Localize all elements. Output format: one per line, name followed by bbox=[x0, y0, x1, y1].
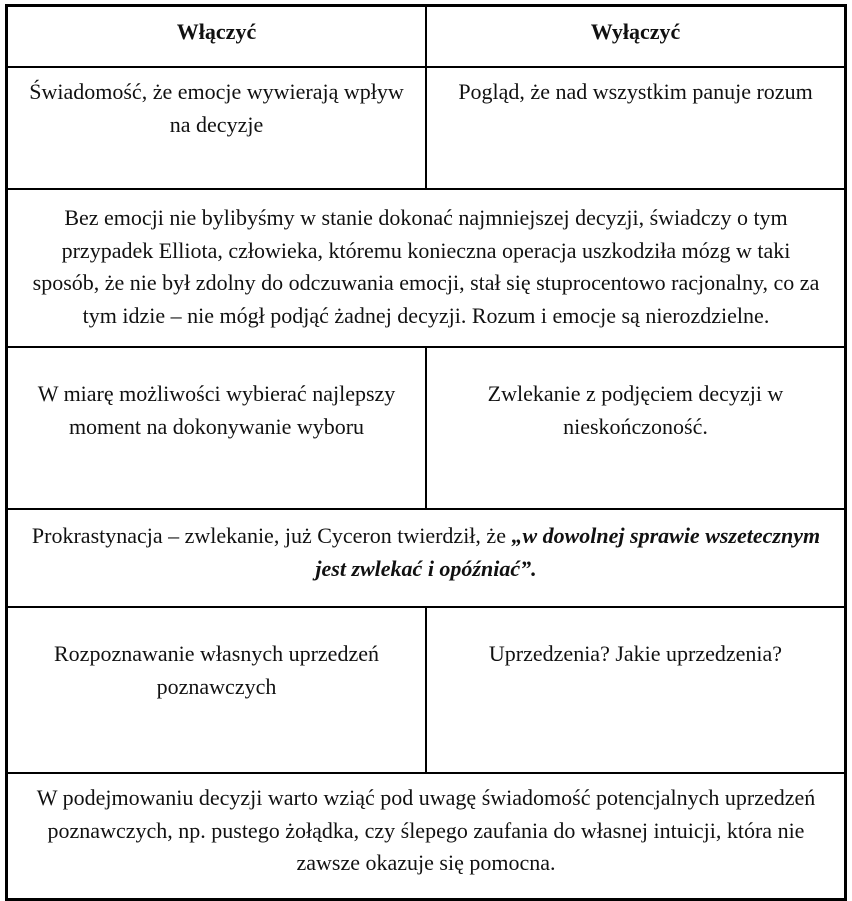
cell-biases-note: W podejmowaniu decyzji warto wziąć pod uwagę świadomość potencjalnych uprzedzeń poznawczych, np. pustego żołądka, czy ślepego zaufania do własnej intuicji, która nie zawsze okazuje się pomocna. bbox=[7, 773, 846, 900]
cell-elliot-note: Bez emocji nie bylibyśmy w stanie dokonać najmniejszej decyzji, świadczy o tym przypadek Elliota, człowieka, któremu konieczna operacja uszkodziła mózg w taki sposób, że nie był zdolny do odczuwania emocji, stał się stuprocentowo racjonalny, co za tym idzie – nie mógł podjąć żadnej decyzji. Rozum i emocje są nierozdzielne. bbox=[7, 189, 846, 347]
table-row-elliot-note bbox=[7, 189, 846, 347]
cell-biases-on: Rozpoznawanie własnych uprzedzeń poznawczych bbox=[7, 607, 427, 773]
procrastination-note-quote: „w dowolnej sprawie wszetecznym jest zwlekać i opóźniać”. bbox=[315, 523, 821, 581]
cell-emotions-on: Świadomość, że emocje wywierają wpływ na decyzje bbox=[7, 67, 427, 189]
cell-biases-off: Uprzedzenia? Jakie uprzedzenia? bbox=[426, 607, 846, 773]
table-header-row bbox=[7, 6, 846, 68]
header-cell-wylaczyc: Wyłączyć bbox=[426, 6, 846, 68]
table-row-emotions bbox=[7, 67, 846, 189]
procrastination-note-text: Prokrastynacja – zwlekanie, już Cyceron twierdził, że bbox=[31, 523, 512, 548]
table-row-biases bbox=[7, 607, 846, 773]
table-row-biases-note bbox=[7, 773, 846, 900]
cell-procrastination-note bbox=[7, 509, 846, 607]
cell-emotions-off: Pogląd, że nad wszystkim panuje rozum bbox=[426, 67, 846, 189]
table-row-procrastination-note bbox=[7, 509, 846, 607]
header-cell-wlaczyc: Włączyć bbox=[7, 6, 427, 68]
decision-table bbox=[5, 4, 847, 901]
cell-timing-on: W miarę możliwości wybierać najlepszy moment na dokonywanie wyboru bbox=[7, 347, 427, 509]
cell-timing-off: Zwlekanie z podjęciem decyzji w nieskończoność. bbox=[426, 347, 846, 509]
table-row-timing bbox=[7, 347, 846, 509]
